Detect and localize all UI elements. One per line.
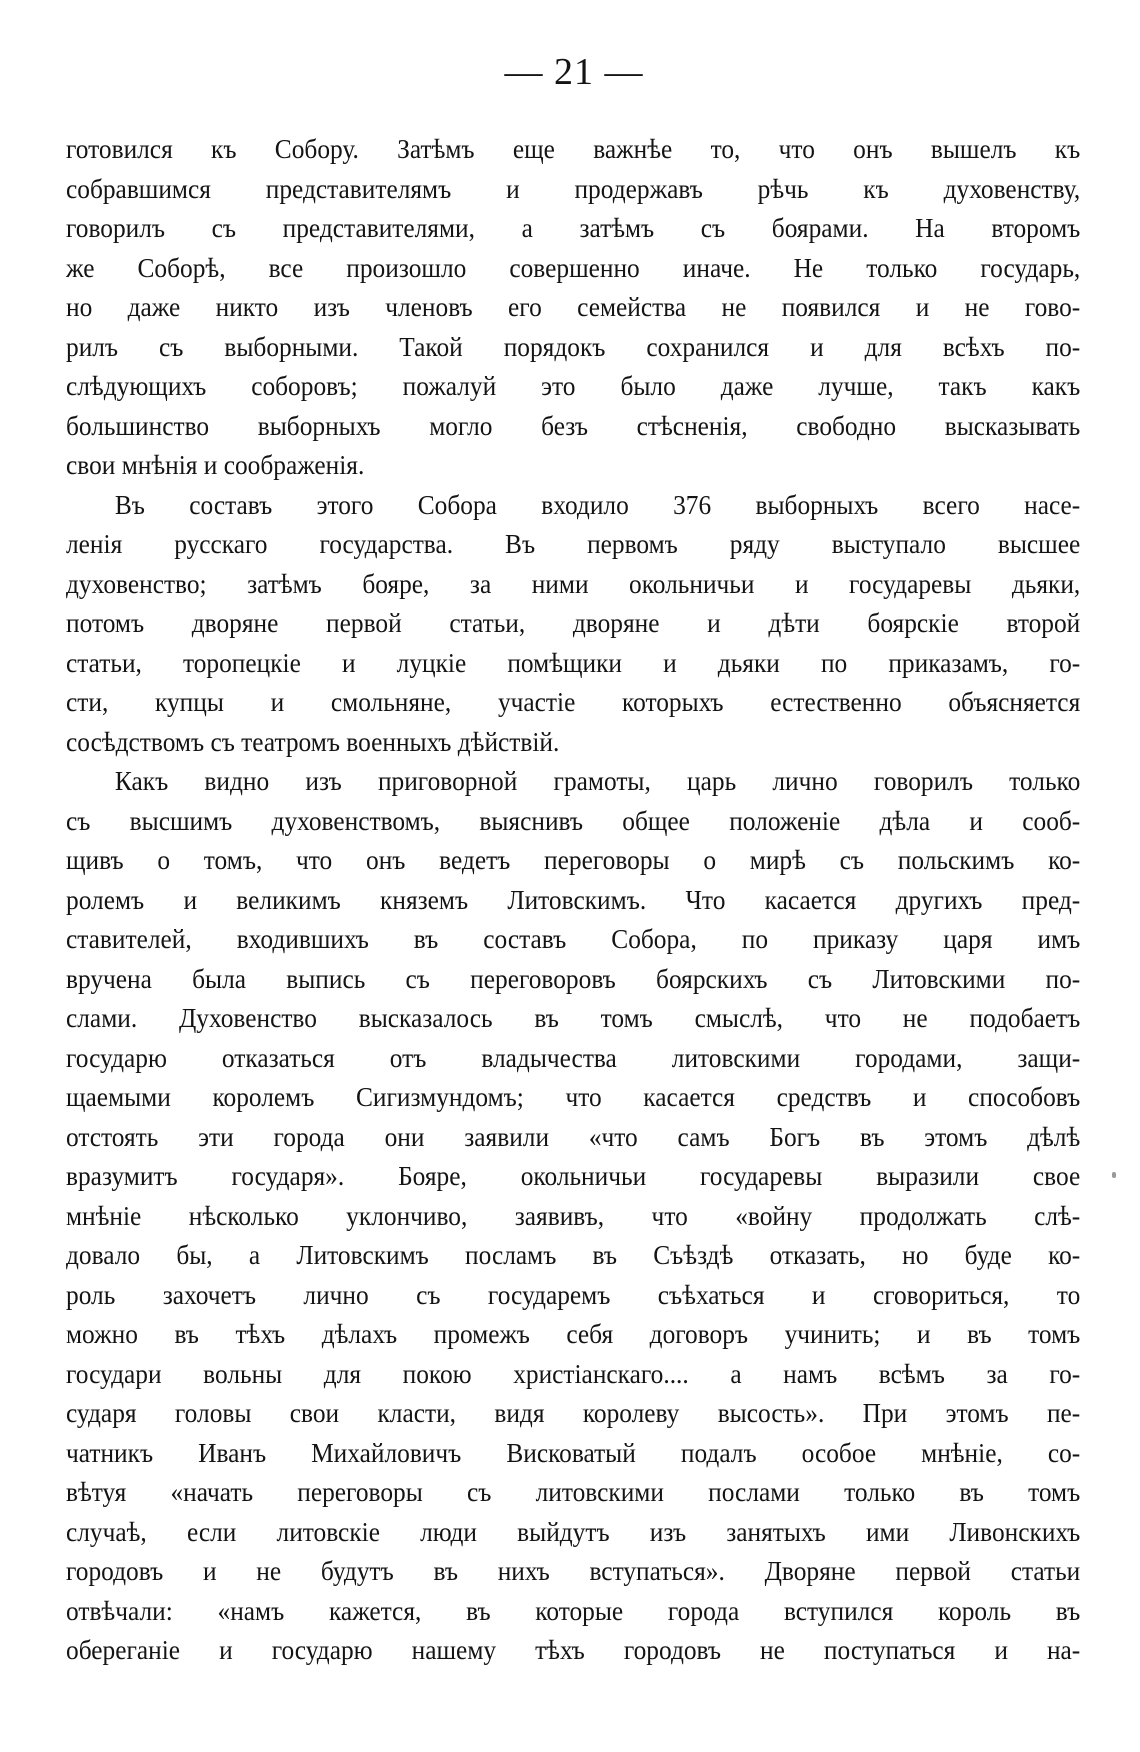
paragraph-2 [66, 486, 1080, 763]
text-line: случаѣ, если литовскіе люди выйдутъ изъ занятыхъ ими Ливонскихъ [66, 1516, 1081, 1547]
text-line: Въ составъ этого Собора входило 376 выборныхъ всего насе- [114, 489, 1081, 520]
text-line: городовъ и не будутъ въ нихъ вступаться». Дворяне первой статьи [66, 1556, 1081, 1586]
text-line: сти, купцы и смольняне, участіе которыхъ естественно объясняется [66, 687, 1081, 717]
text-line: съ высшимъ духовенствомъ, выяснивъ общее положеніе дѣла и сооб- [66, 805, 1081, 836]
text-line: большинство выборныхъ могло безъ стѣсненія, свободно высказывать [66, 410, 1081, 441]
text-line: статьи, торопецкіе и луцкіе помѣщики и дьяки по приказамъ, го- [66, 647, 1081, 678]
paragraph-1 [66, 130, 1080, 486]
text-line: но даже никто изъ членовъ его семейства не появился и не гово- [66, 292, 1081, 322]
text-line: можно въ тѣхъ дѣлахъ промежъ себя договоръ учинить; и въ томъ [66, 1319, 1081, 1349]
text-line: обереганіе и государю нашему тѣхъ городовъ не поступаться и на- [66, 1635, 1081, 1665]
text-line: слѣдующихъ соборовъ; пожалуй это было даже лучше, такъ какъ [66, 371, 1081, 401]
print-speck [1112, 1172, 1116, 1178]
text-line: вразумитъ государя». Бояре, окольничьи государевы выразили свое [66, 1161, 1081, 1191]
text-line: сударя головы свои класти, видя королеву высость». При этомъ пе- [66, 1398, 1081, 1428]
text-line: щивъ о томъ, что онъ ведетъ переговоры о мирѣ съ польскимъ ко- [66, 845, 1081, 875]
text-line: государи вольны для покою христіанскаго.... а намъ всѣмъ за го- [66, 1358, 1081, 1389]
text-line: ленія русскаго государства. Въ первомъ ряду выступало высшее [66, 529, 1081, 559]
text-line: свои мнѣнія и соображенія. [66, 450, 365, 480]
text-line: же Соборѣ, все произошло совершенно иначе. Не только государь, [66, 252, 1081, 283]
text-line: сосѣдствомъ съ театромъ военныхъ дѣйствій. [66, 726, 560, 757]
text-line: вѣтуя «начать переговоры съ литовскими послами только въ томъ [66, 1477, 1081, 1507]
text-line: довало бы, а Литовскимъ посламъ въ Съѣздѣ отказать, но буде ко- [66, 1240, 1081, 1270]
text-line: собравшимся представителямъ и продержавъ рѣчь къ духовенству, [66, 173, 1081, 204]
text-line: говорилъ съ представителями, а затѣмъ съ боярами. На второмъ [66, 213, 1081, 243]
paragraph-3 [66, 762, 1080, 1671]
page-number: — 21 — [504, 51, 644, 93]
text-line: мнѣніе нѣсколько уклончиво, заявивъ, что «войну продолжать слѣ- [66, 1200, 1081, 1231]
text-line: чатникъ Иванъ Михайловичъ Висковатый подалъ особое мнѣніе, со- [66, 1437, 1081, 1468]
text-line: щаемыми королемъ Сигизмундомъ; что касается средствъ и способовъ [66, 1082, 1081, 1112]
text-line: ролемъ и великимъ княземъ Литовскимъ. Что касается другихъ пред- [66, 884, 1081, 915]
text-line: государю отказаться отъ владычества литовскими городами, защи- [66, 1042, 1081, 1073]
text-line: готовился къ Собору. Затѣмъ еще важнѣе то, что онъ вышелъ къ [66, 134, 1081, 164]
text-line: роль захочетъ лично съ государемъ съѣхаться и сговориться, то [66, 1279, 1081, 1310]
text-line: Какъ видно изъ приговорной грамоты, царь лично говорилъ только [114, 766, 1081, 796]
text-line: отвѣчали: «намъ кажется, въ которые города вступился король въ [66, 1595, 1081, 1626]
text-line: слами. Духовенство высказалось въ томъ смыслѣ, что не подобаетъ [66, 1003, 1081, 1033]
text-line: вручена была выпись съ переговоровъ боярскихъ съ Литовскими по- [66, 963, 1081, 994]
text-line: духовенство; затѣмъ бояре, за ними окольничьи и государевы дьяки, [66, 568, 1081, 599]
text-line: рилъ съ выборными. Такой порядокъ сохранился и для всѣхъ по- [66, 331, 1081, 362]
text-line: потомъ дворяне первой статьи, дворяне и дѣти боярскіе второй [66, 608, 1081, 638]
text-line: ставителей, входившихъ въ составъ Собора, по приказу царя имъ [66, 924, 1081, 954]
body-text [66, 130, 1080, 1671]
text-line: отстоять эти города они заявили «что самъ Богъ въ этомъ дѣлѣ [66, 1121, 1081, 1152]
